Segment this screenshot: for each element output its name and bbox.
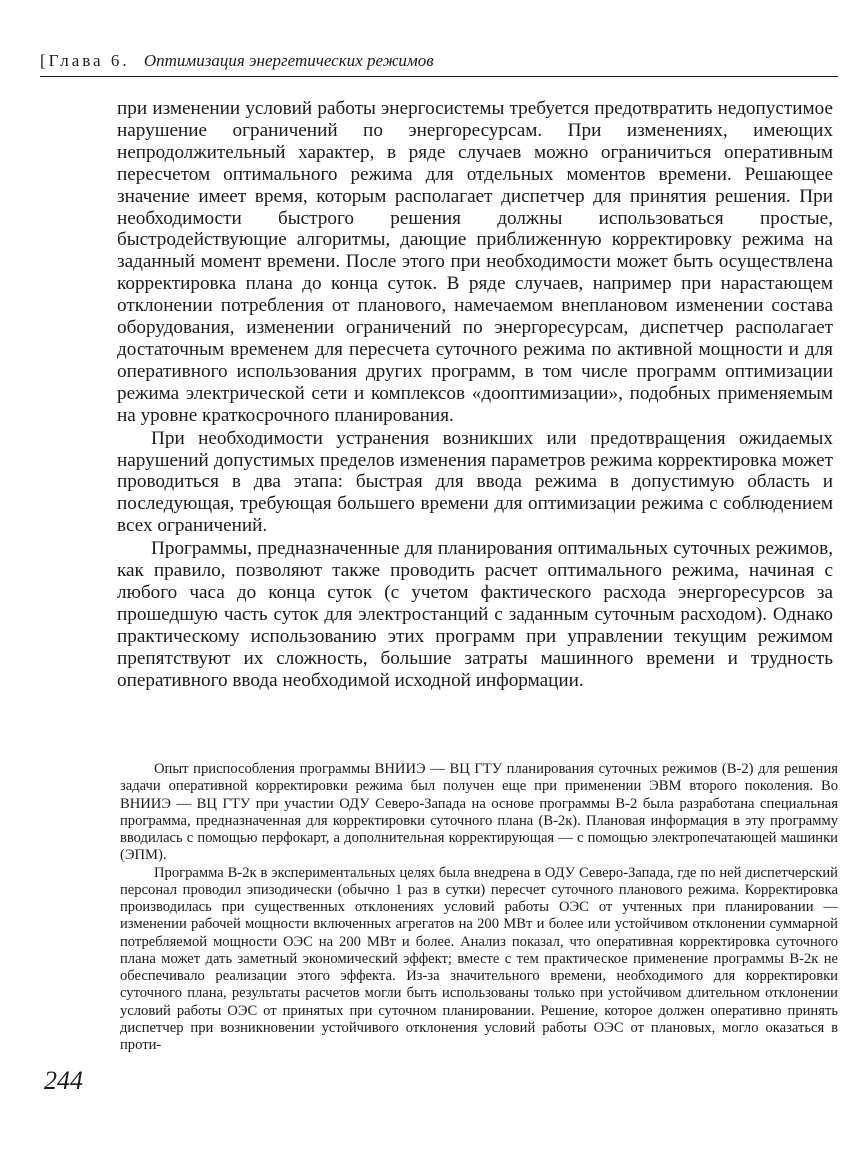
small-paragraph: Программа В-2к в экспериментальных целях была внедрена в ОДУ Северо-Запада, где по ней диспетчерский персонал проводил эпизодически (обычно 1 раз в сутки) пересчет суточного планового режима. Корректировка производилась при существенных отклонениях условий работы ОЭС от учтенных при планировании — изменении рабочей мощности включенных агрегатов на 200 МВт и более или устойчивом отклонении суммарной потребляемой мощности ОЭС на 200 МВт и более. Анализ показал, что оперативная корректировка суточного плана может дать заметный экономический эффект; вместе с тем практическое применение программы В-2к не обеспечивало реализации этого эффекта. Из-за значительного времени, необходимого для корректировки суточного плана, результаты расчетов могли быть использованы только при устойчивом длительном отклонении условий работы ОЭС от принятых при суточном планировании. Решение, которое должен оперативно принять диспетчер при возникновении устойчивого отклонения условий работы ОЭС от плановых, могло оказаться в проти- [120,864,838,1053]
small-print-section [120,761,838,1054]
chapter-label: [Глава 6. [40,51,130,70]
running-header [40,50,840,72]
chapter-title: Оптимизация энергетических режимов [143,51,434,70]
paragraph: Программы, предназначенные для планирования оптимальных суточных режимов, как правило, позволяют также проводить расчет оптимального режима, начиная с любого часа до конца суток (с учетом фактического расхода энергоресурсов за прошедшую часть суток для электростанций с заданным суточным расходом). Однако практическому использованию этих программ при управлении текущим режимом препятствуют их сложность, большие затраты машинного времени и трудность оперативного ввода необходимой исходной информации. [117,538,833,691]
page-number: 244 [44,1066,83,1095]
main-text [117,98,833,691]
paragraph: При необходимости устранения возникших или предотвращения ожидаемых нарушений допустимых пределов изменения параметров режима корректировка может проводиться в два этапа: быстрая для ввода режима в допустимую область и последующая, требующая большего времени для оптимизации режима с соблюдением всех ограничений. [117,427,833,537]
header-rule [40,76,838,77]
small-paragraph: Опыт приспособления программы ВНИИЭ — ВЦ ГТУ планирования суточных режимов (В-2) для решения задачи оперативной корректировки режима был получен еще при применении ЭВМ второго поколения. Во ВНИИЭ — ВЦ ГТУ при участии ОДУ Северо-Запада на основе программы В-2 была разработана специальная программа, предназначенная для корректировки суточного плана (В-2к). Плановая информация в эту программу вводилась с помощью перфокарт, а дополнительная корректирующая — с помощью электропечатающей машинки (ЭПМ). [120,761,838,864]
paragraph: при изменении условий работы энергосистемы требуется предотвратить недопустимое нарушение ограничений по энергоресурсам. При изменениях, имеющих непродолжительный характер, в ряде случаев можно ограничиться оперативным пересчетом оптимального режима для отдельных моментов времени. Решающее значение имеет время, которым располагает диспетчер для принятия решения. При необходимости быстрого решения должны использоваться простые, быстродействующие алгоритмы, дающие приближенную корректировку режима на заданный момент времени. После этого при необходимости может быть осуществлена корректировка плана до конца суток. В ряде случаев, например при нарастающем отклонении потребления от планового, намечаемом внеплановом изменении состава оборудования, изменении ограничений по энергоресурсам, диспетчер располагает достаточным временем для пересчета суточного режима по активной мощности и для оперативного использования других программ, в том числе программ оптимизации режима электрической сети и комплексов «дооптимизации», подобных применяемым на уровне краткосрочного планирования. [117,98,833,426]
